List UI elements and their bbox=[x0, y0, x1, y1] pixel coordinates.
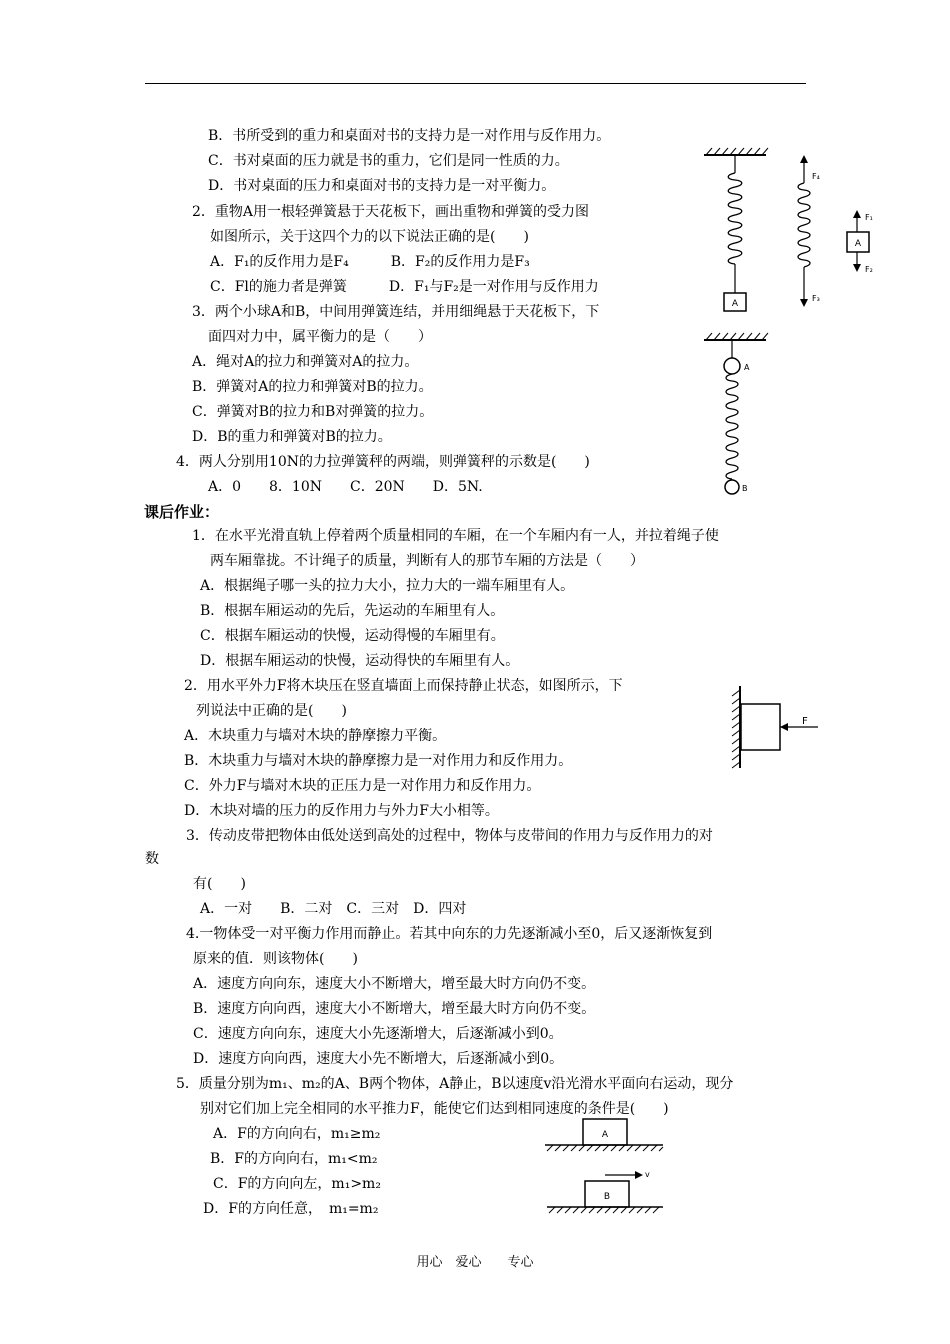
q3-option-d: D．B的重力和弹簧对B的拉力。 bbox=[192, 429, 392, 445]
q2-options-ab: A．F₁的反作用力是F₄ B．F₂的反作用力是F₃ bbox=[210, 254, 530, 270]
q2-block-force-figure bbox=[843, 208, 883, 280]
h5-blocks-figure bbox=[545, 1115, 665, 1221]
h2-option-a: A．木块重力与墙对木块的静摩擦力平衡。 bbox=[184, 728, 447, 744]
q3-option-b: B．弹簧对A的拉力和弹簧对B的拉力。 bbox=[192, 379, 433, 395]
h2-option-c: C．外力F与墙对木块的正压力是一对作用力和反作用力。 bbox=[184, 778, 541, 794]
h1-option-c: C．根据车厢运动的快慢，运动得慢的车厢里有。 bbox=[200, 628, 505, 644]
h2-wall-block-figure bbox=[728, 684, 828, 770]
q3-stem-line1: 3．两个小球A和B，中间用弹簧连结，并用细绳悬于天花板下，下 bbox=[192, 304, 600, 320]
h4-option-a: A．速度方向向东，速度大小不断增大，增至最大时方向仍不变。 bbox=[193, 976, 596, 992]
q2-options-cd: C．Fl的施力者是弹簧 D．F₁与F₂是一对作用与反作用力 bbox=[210, 279, 599, 295]
page-footer: 用心 爱心 专心 bbox=[416, 1255, 534, 1270]
q2-spring-weight-figure bbox=[700, 145, 770, 315]
h4-option-d: D．速度方向向西，速度大小先不断增大，后逐渐减小到0。 bbox=[193, 1051, 564, 1067]
h3-stem-line3: 有( ) bbox=[193, 876, 246, 892]
h3-stem-line1: 3．传动皮带把物体由低处送到高处的过程中，物体与皮带间的作用力与反作用力的对 bbox=[186, 828, 713, 844]
q3-option-c: C．弹簧对B的拉力和B对弹簧的拉力。 bbox=[192, 404, 434, 420]
q2-f1-label: F₁ bbox=[865, 213, 873, 222]
h5-option-b: B．F的方向向右，m₁<m₂ bbox=[210, 1151, 378, 1167]
h2-option-b: B．木块重力与墙对木块的静摩擦力是一对作用力和反作用力。 bbox=[184, 753, 573, 769]
homework-heading: 课后作业： bbox=[144, 503, 220, 521]
h1-option-d: D．根据车厢运动的快慢，运动得快的车厢里有人。 bbox=[200, 653, 520, 669]
prev-option-c: C．书对桌面的压力就是书的重力，它们是同一性质的力。 bbox=[208, 153, 569, 169]
h3-options: A．一对 B．二对 C．三对 D．四对 bbox=[200, 901, 467, 917]
q2-f3-label: F₃ bbox=[812, 294, 820, 303]
h4-option-b: B．速度方向向西，速度大小不断增大，增至最大时方向仍不变。 bbox=[193, 1001, 596, 1017]
q4-stem: 4．两人分别用10N的力拉弹簧秤的两端，则弹簧秤的示数是( ) bbox=[176, 454, 590, 470]
h1-option-a: A．根据绳子哪一头的拉力大小，拉力大的一端车厢里有人。 bbox=[200, 578, 575, 594]
q2-block-label: A bbox=[854, 239, 862, 249]
h1-option-b: B．根据车厢运动的先后，先运动的车厢里有人。 bbox=[200, 603, 505, 619]
q2-stem-line2: 如图所示，关于这四个力的以下说法正确的是( ) bbox=[210, 229, 529, 245]
h5-stem-line2: 别对它们加上完全相同的水平推力F，能使它们达到相同速度的条件是( ) bbox=[200, 1101, 669, 1117]
h1-stem-line2: 两车厢靠拢。不计绳子的质量，判断有人的那节车厢的方法是（ ） bbox=[210, 553, 644, 569]
q4-options: A．0 8．10N C．20N D．5N. bbox=[208, 479, 483, 495]
q2-f2-label: F₂ bbox=[865, 265, 873, 274]
q2-stem-line1: 2．重物A用一根轻弹簧悬于天花板下，画出重物和弹簧的受力图 bbox=[192, 204, 590, 220]
q3-ball-a-label: A bbox=[744, 363, 750, 372]
h4-stem-line1: 4.一物体受一对平衡力作用而静止。若其中向东的力先逐渐减小至0，后又逐渐恢复到 bbox=[186, 926, 713, 942]
h5-stem-line1: 5．质量分别为m₁、m₂的A、B两个物体，A静止，B以速度v沿光滑水平面向右运动，现分 bbox=[176, 1076, 734, 1092]
h5-block-a-label: A bbox=[601, 1130, 609, 1140]
h2-force-label: F bbox=[802, 716, 808, 727]
h1-stem-line1: 1．在水平光滑直轨上停着两个质量相同的车厢，在一个车厢内有一人，并拉着绳子使 bbox=[192, 528, 719, 544]
prev-option-b: B．书所受到的重力和桌面对书的支持力是一对作用与反作用力。 bbox=[208, 128, 611, 144]
h4-option-c: C．速度方向向东，速度大小先逐渐增大，后逐渐减小到0。 bbox=[193, 1026, 563, 1042]
q3-ball-b-label: B bbox=[742, 484, 748, 493]
q2-f4-label: F₄ bbox=[812, 172, 820, 181]
h5-option-d: D．F的方向任意， m₁=m₂ bbox=[203, 1201, 379, 1217]
q3-stem-line2: 面四对力中，属平衡力的是（ ） bbox=[208, 329, 432, 345]
header-rule bbox=[145, 83, 806, 84]
q2-spring-force-figure bbox=[790, 155, 830, 315]
h5-velocity-label: v bbox=[645, 1170, 650, 1179]
h5-option-c: C．F的方向向左，m₁>m₂ bbox=[213, 1176, 381, 1192]
h4-stem-line2: 原来的值．则该物体( ) bbox=[193, 951, 358, 967]
q2-weight-label: A bbox=[731, 299, 739, 309]
h2-option-d: D．木块对墙的压力的反作用力与外力F大小相等。 bbox=[184, 803, 499, 819]
prev-option-d: D．书对桌面的压力和桌面对书的支持力是一对平衡力。 bbox=[208, 178, 556, 194]
h2-stem-line1: 2．用水平外力F将木块压在竖直墙面上而保持静止状态，如图所示，下 bbox=[184, 678, 623, 694]
q3-option-a: A．绳对A的拉力和弹簧对A的拉力。 bbox=[192, 354, 419, 370]
q3-balls-spring-figure bbox=[700, 330, 770, 496]
h2-stem-line2: 列说法中正确的是( ) bbox=[196, 703, 347, 719]
h5-block-b-label: B bbox=[603, 1192, 611, 1202]
h5-option-a: A．F的方向向右，m₁≥m₂ bbox=[213, 1126, 381, 1142]
h3-stem-line2: 数 bbox=[145, 851, 159, 867]
